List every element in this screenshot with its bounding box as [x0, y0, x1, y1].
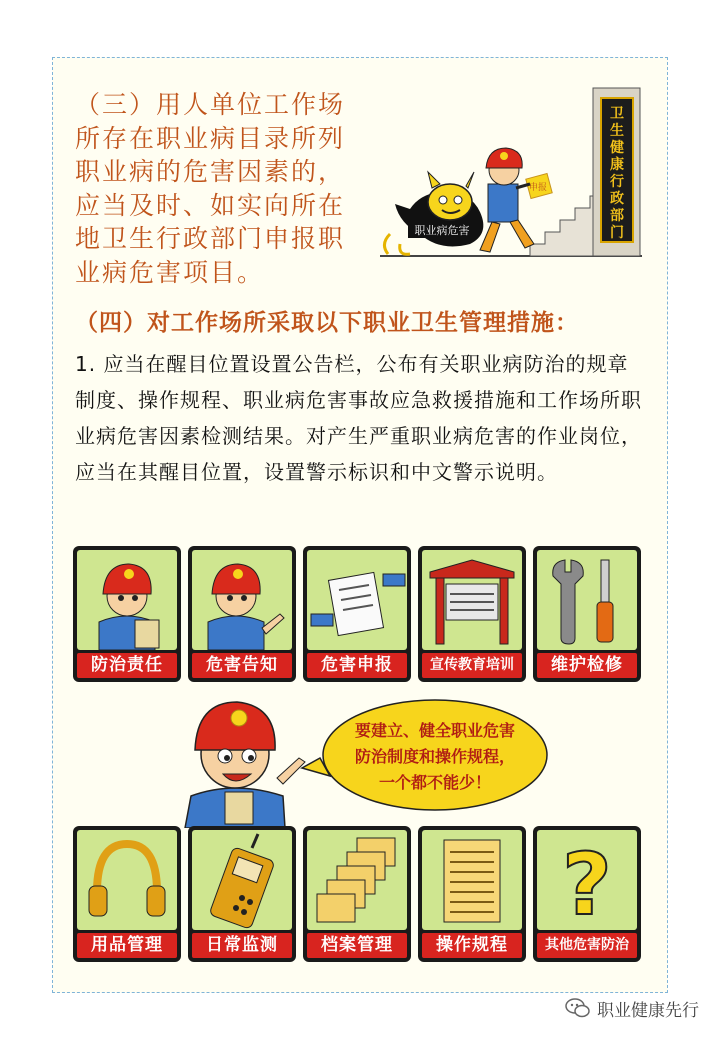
- wrench-screwdriver-icon: [537, 550, 637, 650]
- panel-label: 宣传教育培训: [422, 653, 522, 678]
- panel-maintenance: [533, 546, 641, 682]
- section-4-item-1: 1. 应当在醒目位置设置公告栏，公布有关职业病防治的规章制度、操作规程、职业病危害事故应急救援措施和工作场所职业病危害因素检测结果。对产生严重职业病危害的作业岗位，应当在其醒目位置，设置警示标识和中文警示说明。: [75, 352, 642, 484]
- creature-label: 职业病危害: [414, 224, 470, 237]
- worker-clipboard-icon: [77, 550, 177, 650]
- ear-protector-icon: [77, 830, 177, 930]
- panel-protective-equipment: [73, 826, 181, 962]
- worker-pointing-icon: [192, 550, 292, 650]
- panel-label: 其他危害防治: [537, 933, 637, 958]
- declaration-illustration: [380, 84, 642, 266]
- panel-label: 档案管理: [307, 933, 407, 958]
- panel-hazard-notice: [188, 546, 296, 682]
- panel-records-management: [303, 826, 411, 962]
- document-handover-icon: [307, 550, 407, 650]
- panel-education-training: [418, 546, 526, 682]
- speech-text: 要建立、健全职业危害 防治制度和操作规程， 一个都不能少！: [354, 721, 515, 792]
- bulletin-board-icon: [422, 550, 522, 650]
- file-stack-icon: [307, 830, 407, 930]
- panel-label: 日常监测: [192, 933, 292, 958]
- panel-responsibility: [73, 546, 181, 682]
- panel-operating-procedures: [418, 826, 526, 962]
- paper-label: 申报: [528, 183, 548, 193]
- watermark-text: 职业健康先行: [597, 1000, 699, 1021]
- panel-label: 维护检修: [537, 653, 637, 678]
- svg-text:?: ?: [562, 835, 612, 930]
- wechat-icon: [565, 997, 591, 1019]
- panel-hazard-declaration: [303, 546, 411, 682]
- panel-label: 操作规程: [422, 933, 522, 958]
- panel-label: 防治责任: [77, 653, 177, 678]
- monitor-device-icon: [192, 830, 292, 930]
- question-mark-icon: [537, 830, 637, 930]
- procedure-sheet-icon: [422, 830, 522, 930]
- watermark: [565, 994, 699, 1022]
- panel-label: 危害告知: [192, 653, 292, 678]
- section-3-text: （三）用人单位工作场所存在职业病目录所列职业病的危害因素的，应当及时、如实向所在地卫生行政部门申报职业病危害项目。: [75, 90, 346, 287]
- panel-other-hazards: [533, 826, 641, 962]
- tower-text: 卫生健康行政部门: [610, 106, 624, 241]
- mascot-illustration: [165, 688, 315, 828]
- section-4-heading: （四）对工作场所采取以下职业卫生管理措施：: [75, 310, 579, 336]
- panel-label: 用品管理: [77, 933, 177, 958]
- panel-daily-monitoring: [188, 826, 296, 962]
- panel-label: 危害申报: [307, 653, 407, 678]
